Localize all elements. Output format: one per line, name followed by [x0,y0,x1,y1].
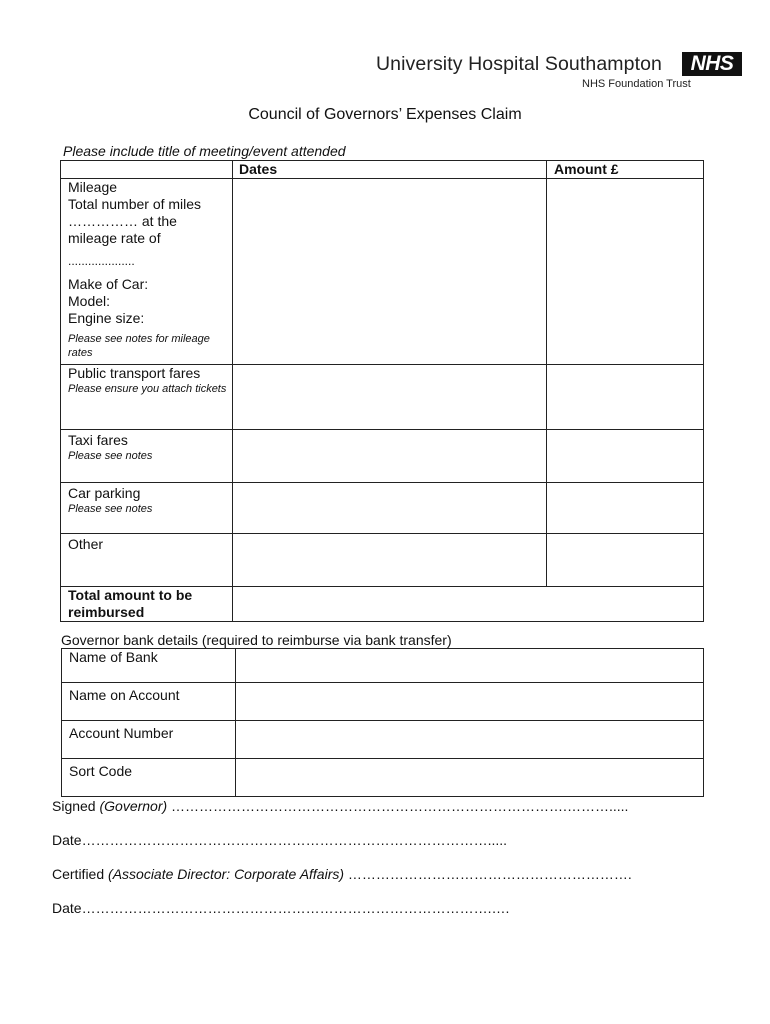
certified-dots[interactable]: ……………………………………………………. [344,866,632,882]
bank-details-intro: Governor bank details (required to reimburse via bank transfer) [61,632,452,648]
expenses-header-row [61,161,704,179]
other-label: Other [68,536,104,552]
parking-label-cell [61,483,233,534]
amount-header: Amount £ [547,161,704,179]
organisation-subtitle: NHS Foundation Trust [582,78,691,90]
parking-note: Please see notes [68,503,153,515]
taxi-amount-field[interactable] [547,430,704,483]
bank-name-field[interactable] [236,649,704,683]
mileage-line2: …………… at the [68,213,177,229]
taxi-row [61,430,704,483]
public-transport-note: Please ensure you attach tickets [68,383,227,395]
mileage-dates-field[interactable] [233,179,547,365]
other-amount-field[interactable] [547,534,704,587]
bank-row [62,721,704,759]
mileage-row [61,179,704,365]
account-number-field[interactable] [236,721,704,759]
engine-size-label: Engine size: [68,310,145,326]
taxi-label: Taxi fares [68,432,128,448]
signed-label: Signed [52,798,100,814]
parking-amount-field[interactable] [547,483,704,534]
taxi-note: Please see notes [68,450,153,462]
other-label-cell [61,534,233,587]
bank-row [62,649,704,683]
account-name-label: Name on Account [62,683,236,721]
nhs-logo: NHS [682,52,742,76]
car-make-label: Make of Car: [68,276,149,292]
signed-role: (Governor) [99,798,168,814]
organisation-name: University Hospital Southampton [376,53,662,75]
mileage-note: Please see notes for mileage rates [68,333,210,359]
account-number-label: Account Number [62,721,236,759]
sort-code-label: Sort Code [62,759,236,797]
parking-row [61,483,704,534]
signed-dots[interactable]: ………………………………………………………………………….………..... [167,798,629,814]
header-blank-cell [61,161,233,179]
bank-row [62,759,704,797]
mileage-amount-field[interactable] [547,179,704,365]
account-name-field[interactable] [236,683,704,721]
car-model-label: Model: [68,293,111,309]
bank-row [62,683,704,721]
mileage-line1: Total number of miles [68,196,202,212]
taxi-label-cell [61,430,233,483]
other-dates-field[interactable] [233,534,547,587]
expenses-table [60,160,704,622]
parking-label: Car parking [68,485,141,501]
mileage-label: Mileage [68,179,118,195]
date-line-1[interactable]: Date……………………………………………………………………………..... [52,832,508,848]
meeting-instruction: Please include title of meeting/event attended [63,143,346,159]
mileage-label-cell [61,179,233,365]
public-transport-label-cell [61,365,233,430]
certified-label: Certified [52,866,109,882]
public-transport-amount-field[interactable] [547,365,704,430]
public-transport-row [61,365,704,430]
public-transport-label: Public transport fares [68,365,201,381]
mileage-rate-dots: .................... [68,254,135,268]
bank-details-table [61,648,704,797]
signed-governor-line [52,798,628,814]
taxi-dates-field[interactable] [233,430,547,483]
date-line-2[interactable]: Date…………………………………………………………………………….…. [52,900,510,916]
sort-code-field[interactable] [236,759,704,797]
bank-name-label: Name of Bank [62,649,236,683]
public-transport-dates-field[interactable] [233,365,547,430]
other-row [61,534,704,587]
total-amount-field[interactable] [233,587,704,622]
dates-header: Dates [233,161,547,179]
mileage-line3: mileage rate of [68,230,161,246]
certified-role: (Associate Director: Corporate Affairs) [108,866,345,882]
certified-line [52,866,632,882]
parking-dates-field[interactable] [233,483,547,534]
total-row [61,587,704,622]
document-title: Council of Governors’ Expenses Claim [248,106,522,123]
total-label: Total amount to be reimbursed [61,587,233,622]
